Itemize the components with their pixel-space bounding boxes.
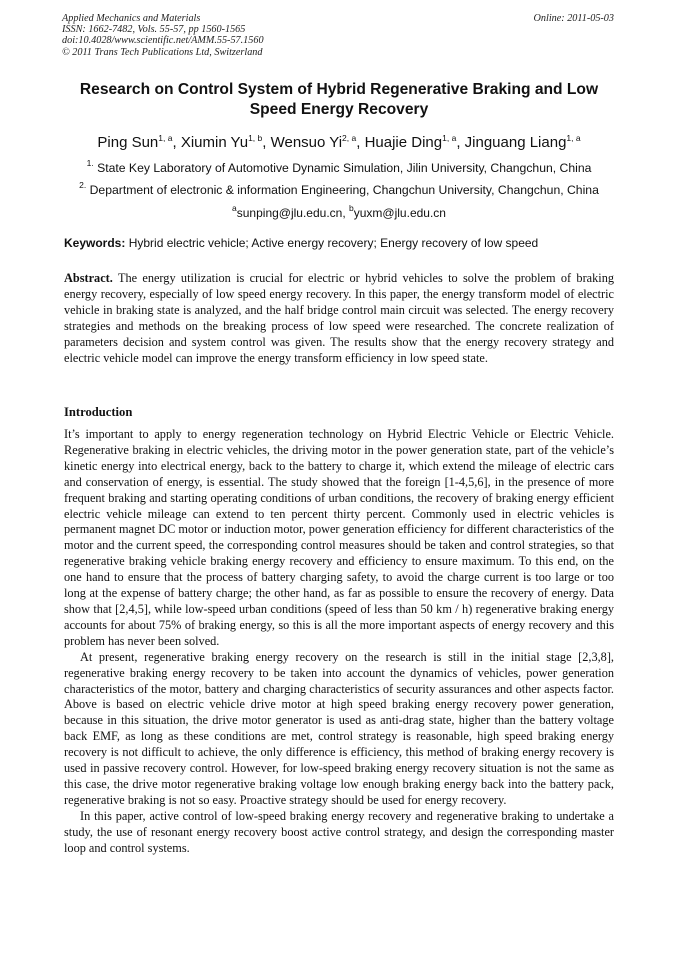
author-affiliation-mark: 1, a bbox=[566, 133, 581, 143]
paragraph: At present, regenerative braking energy recovery on the research is still in the initial stage [2,3,8], regenerative braking energy recovery to be taken into account the dynamics of vehicles, power generation characteristics of the motor, battery and charging characteristics of security assurances and other aspects factor. Above is based on electric vehicle drive motor at high speed braking energy recovery power generation, because in this situation, the drive motor generator is used as anti-drag state, higher than the battery voltage back EMF, as long as these conditions are met, control strategy is reasonable, high speed braking energy recovery is not difficult to achieve, the only difference is efficiency, this method of braking energy recovery is used in passive recovery control. However, for low-speed braking energy recovery situation is not the same as this case, the drive motor regenerative braking voltage low enough braking energy back into the battery pack, regenerative braking is not so easy. Proactive strategy should be used for energy recovery. bbox=[64, 649, 614, 807]
email-link[interactable]: yuxm@jlu.edu.cn bbox=[353, 206, 446, 220]
paper-title bbox=[62, 80, 616, 120]
issn-line: ISSN: 1662-7482, Vols. 55-57, pp 1560-1565 bbox=[62, 24, 246, 36]
abstract bbox=[64, 271, 614, 366]
affiliation-mark: 2. bbox=[79, 180, 87, 190]
keywords-text: Hybrid electric vehicle; Active energy recovery; Energy recovery of low speed bbox=[128, 236, 539, 250]
keywords-label: Keywords: bbox=[64, 236, 126, 250]
author-name: Xiumin Yu bbox=[180, 134, 249, 151]
author-affiliation-mark: 1, b bbox=[248, 133, 263, 143]
introduction-body bbox=[64, 427, 614, 856]
author-emails: $^a$sunping@jlu.edu.cn, $^b$yuxm@jlu.edu.cn bbox=[232, 203, 446, 220]
affiliation-2 bbox=[40, 178, 638, 198]
keywords bbox=[64, 236, 614, 251]
section-heading-introduction: Introduction bbox=[64, 405, 133, 419]
affiliation-text: State Key Laboratory of Automotive Dynamic Simulation, Jilin University, Changchun, China bbox=[97, 161, 592, 175]
email-mark: b bbox=[349, 203, 354, 213]
affiliation-text: Department of electronic & information Engineering, Changchun University, Changchun, China bbox=[89, 183, 599, 197]
online-date: Online: 2011-05-03 bbox=[533, 13, 614, 24]
abstract-text: The energy utilization is crucial for electric or hybrid vehicles to solve the problem of braking energy recovery, especially of low speed energy recovery. In this paper, the energy transform model of electric vehicle in braking state is analyzed, and the half bridge control main circuit was selected. The energy recovery strategies and methods on the breaking process of low speed were researched. The concrete realization of parameters decision and system control was given. The results show that the energy recovery strategy and electric vehicle model can improve the energy transform efficiency in low speed state. bbox=[64, 271, 614, 365]
author-affiliation-mark: 1, a bbox=[442, 133, 457, 143]
affiliation-1 bbox=[40, 156, 638, 176]
email-mark: a bbox=[232, 203, 237, 213]
author-affiliation-mark: 2, a bbox=[342, 133, 357, 143]
title-line-2: Speed Energy Recovery bbox=[249, 101, 429, 118]
author-list: Ping Sun$^{1, a}$, Xiumin Yu$^{1, b}$, Wensuo Yi$^{2, a}$, Huajie Ding$^{1, a}$, Jinguang Liang$^{1, a}$ bbox=[97, 133, 581, 151]
author-name: Wensuo Yi bbox=[270, 134, 343, 151]
email-link[interactable]: sunping@jlu.edu.cn bbox=[236, 206, 343, 220]
affiliation-mark: 1. bbox=[86, 158, 94, 168]
paragraph: It’s important to apply to energy regeneration technology on Hybrid Electric Vehicle or Electric Vehicle. Regenerative braking in electric vehicles, the driving motor in the power generation state, part of the vehicle’s kinetic energy into electrical energy, back to the battery to charge it, which extend the mileage of electric cars and conservation of energy, is essential. The study showed that the foreign [1-4,5,6], in the presence of more frequent braking and starting operating conditions of urban conditions, the recovery of braking energy efficient electric vehicle mileage can extend to ten percent thirty percent. Commonly used in electric vehicles is permanent magnet DC motor or induction motor, power generation efficiency for different characteristics of the motor and the current speed, the corresponding control measures should be taken and control strategies, so that regenerative braking vehicle braking energy recovery and efficiency to ensure maximum. To this end, on the one hand to ensure that the process of battery charging safety, to avoid the charge current is too large or too long at the expense of battery charge; the other hand, as far as possible to ensure the recovery of energy. Data show that [2,4,5], while low-speed urban conditions (speed of less than 50 km / h) regenerative braking energy accounts for about 75% of braking energy, so this is all the more important aspects of energy recovery and this problem has never been solved. bbox=[64, 427, 614, 648]
doi-line: doi:10.4028/www.scientific.net/AMM.55-57.1560 bbox=[62, 35, 264, 47]
copyright-line: © 2011 Trans Tech Publications Ltd, Switzerland bbox=[62, 46, 263, 58]
journal-name: Applied Mechanics and Materials bbox=[62, 13, 201, 24]
paragraph: In this paper, active control of low-speed braking energy recovery and regenerative braking to undertake a study, the use of resonant energy recovery boost active control strategy, and design the corresponding master loop and control systems. bbox=[64, 808, 614, 855]
author-name: Huajie Ding bbox=[364, 134, 443, 151]
abstract-label: Abstract. bbox=[64, 271, 113, 285]
journal-header bbox=[62, 13, 614, 58]
author-affiliation-mark: 1, a bbox=[158, 133, 173, 143]
title-line-1: Research on Control System of Hybrid Regenerative Braking and Low bbox=[79, 81, 599, 98]
author-name: Jinguang Liang bbox=[464, 134, 567, 151]
author-name: Ping Sun bbox=[97, 134, 159, 151]
